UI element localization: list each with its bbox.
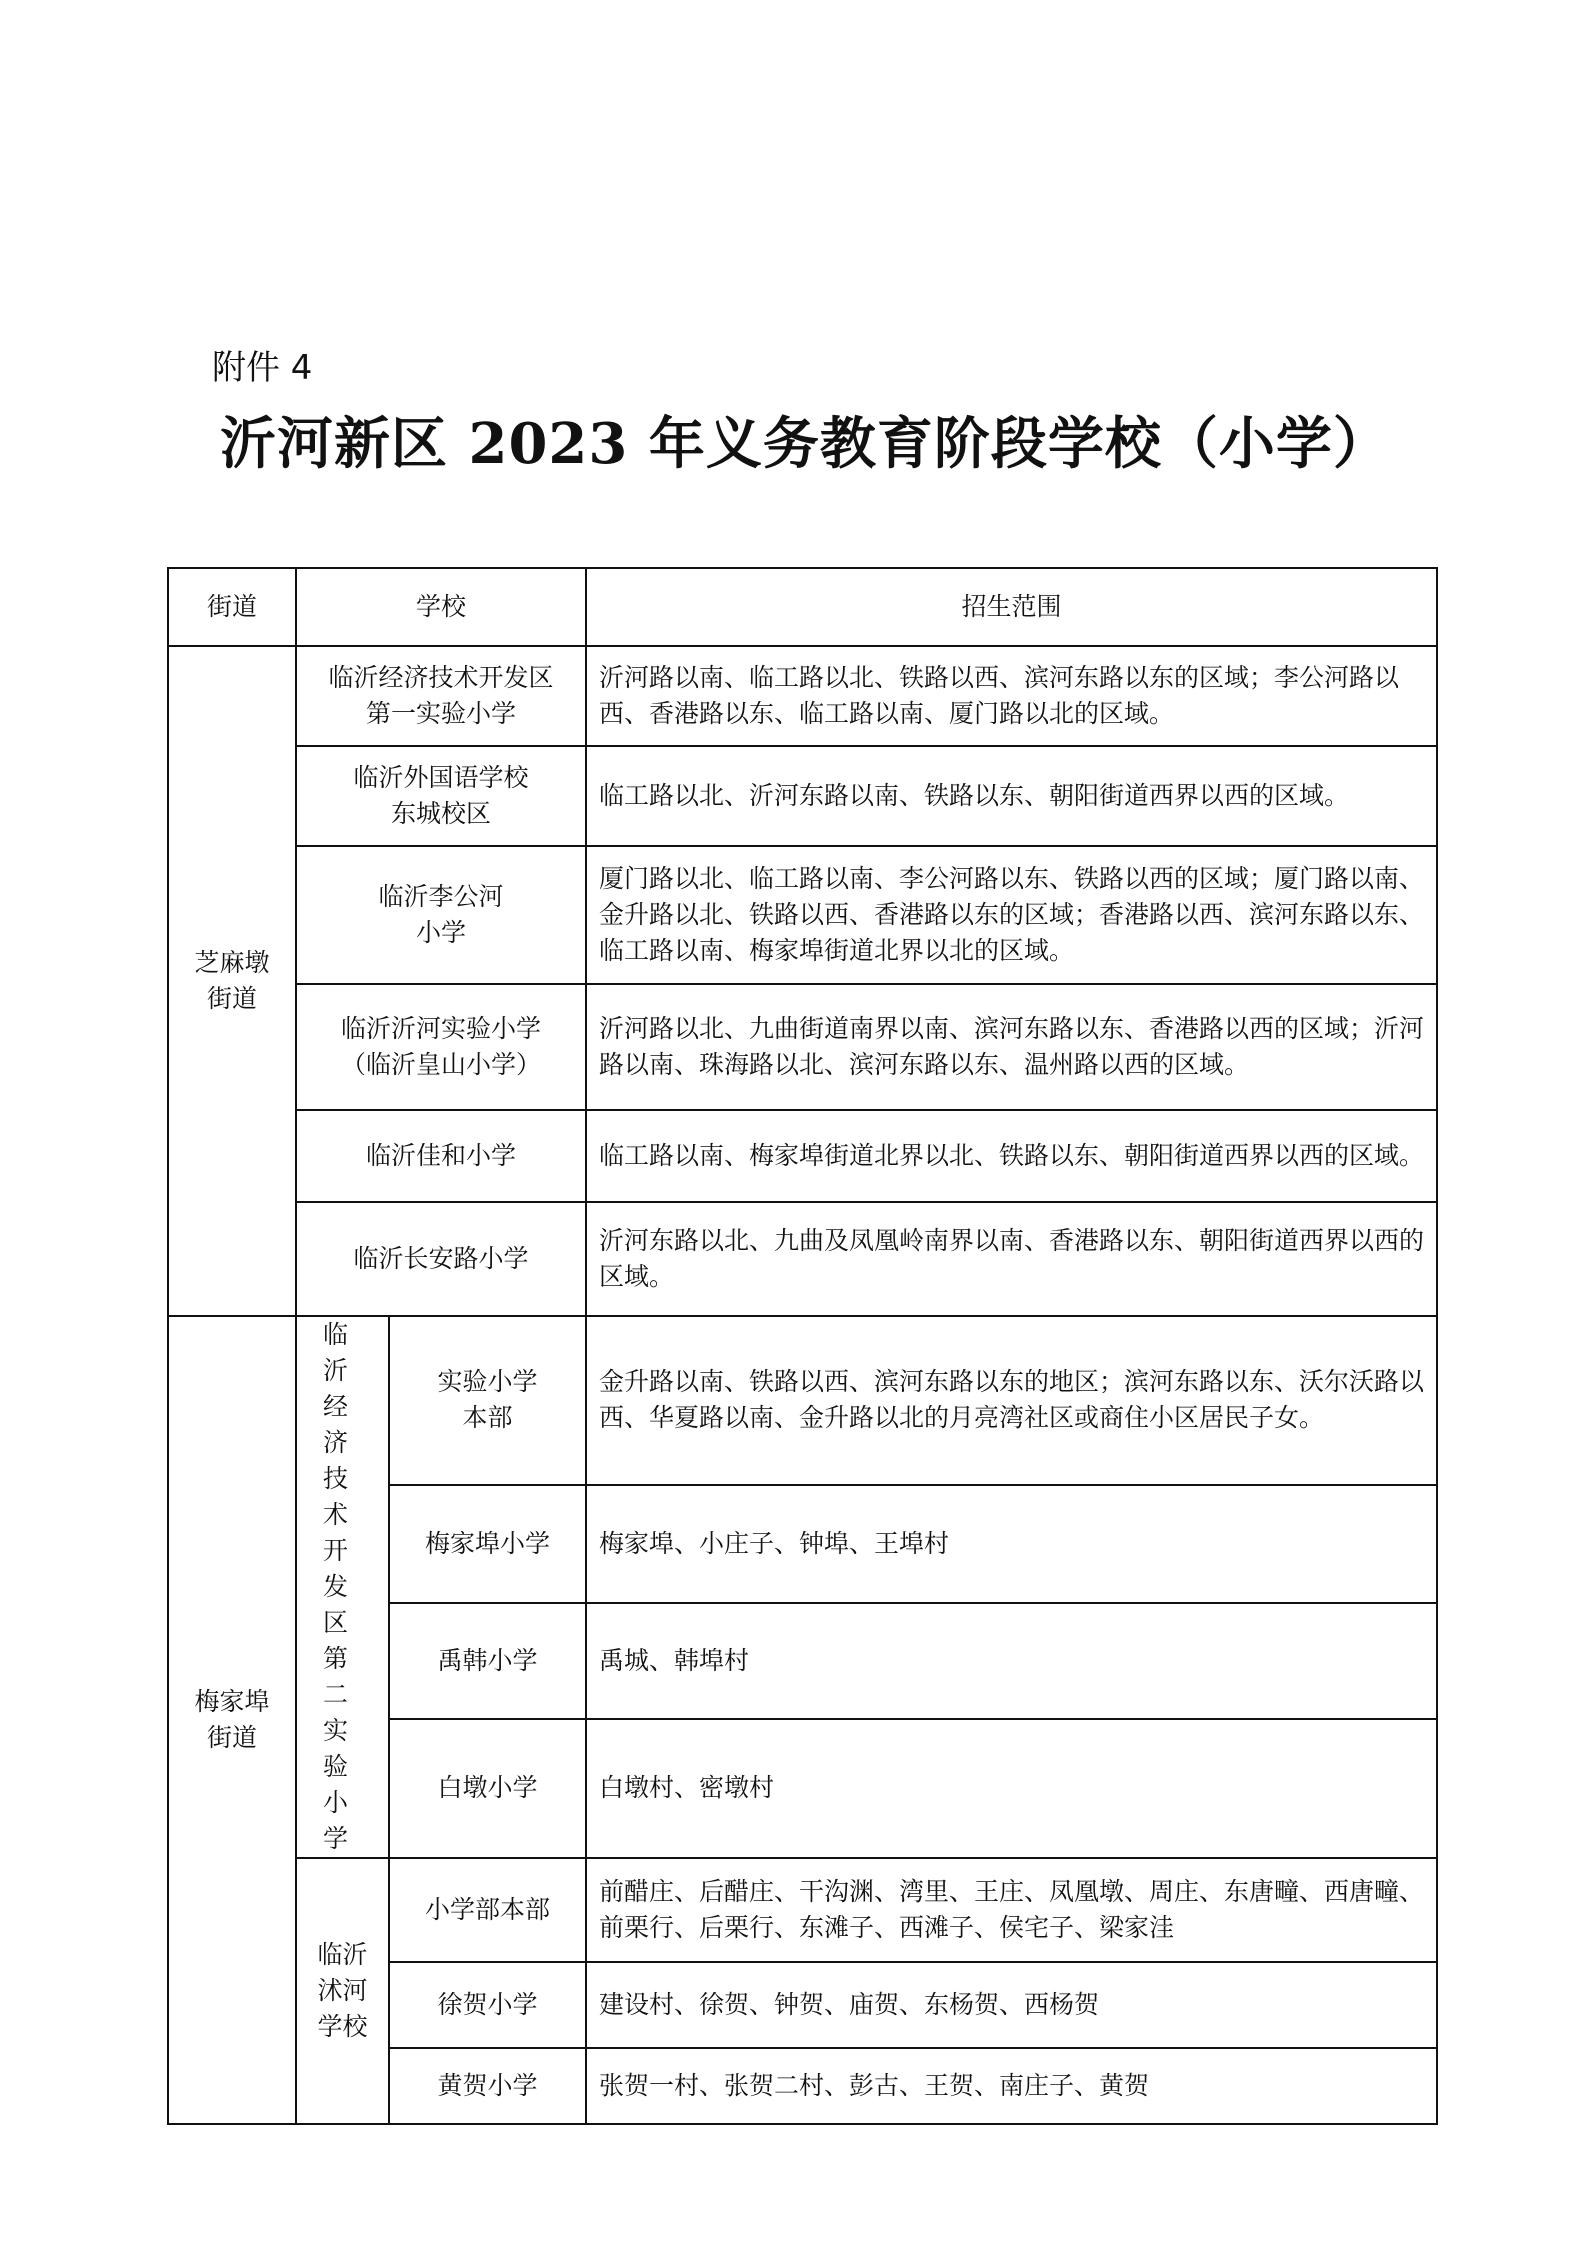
school-cell: 临沂佳和小学 xyxy=(296,1110,586,1202)
campus-cell: 黄贺小学 xyxy=(389,2048,586,2124)
header-row xyxy=(168,568,1437,646)
document-title: 沂河新区 2023 年义务教育阶段学校（小学） xyxy=(220,411,1390,477)
school-group-line: 临沂 xyxy=(317,1940,368,1969)
campus-cell: 梅家埠小学 xyxy=(389,1485,586,1603)
table-row xyxy=(168,846,1437,984)
range-cell: 厦门路以北、临工路以南、李公河路以东、铁路以西的区域；厦门路以南、金升路以北、铁路以西、香港路以东的区域；香港路以西、滨河东路以东、临工路以南、梅家埠街道北界以北的区域。 xyxy=(586,846,1437,984)
school-cell: 临沂沂河实验小学 （临沂皇山小学） xyxy=(296,984,586,1110)
range-cell: 沂河路以北、九曲街道南界以南、滨河东路以东、香港路以西的区域；沂河路以南、珠海路以北、滨河东路以东、温州路以西的区域。 xyxy=(586,984,1437,1110)
school-group-line: 沭河 xyxy=(317,1976,368,2005)
school-cell: 临沂经济技术开发区 第一实验小学 xyxy=(296,646,586,746)
range-cell: 张贺一村、张贺二村、彭古、王贺、南庄子、黄贺 xyxy=(586,2048,1437,2124)
street-cell: 芝麻墩 街道 xyxy=(168,646,296,1316)
range-cell: 临工路以北、沂河东路以南、铁路以东、朝阳街道西界以西的区域。 xyxy=(586,746,1437,846)
school-group-line: 技 术 xyxy=(322,1464,362,1529)
school-cell: 临沂李公河 小学 xyxy=(296,846,586,984)
table-row xyxy=(168,646,1437,746)
range-cell: 临工路以南、梅家埠街道北界以北、铁路以东、朝阳街道西界以西的区域。 xyxy=(586,1110,1437,1202)
school-group-line: 学 xyxy=(322,1824,362,1853)
street-cell: 梅家埠 街道 xyxy=(168,1316,296,2124)
campus-cell: 实验小学 本部 xyxy=(389,1316,586,1485)
range-cell: 金升路以南、铁路以西、滨河东路以东的地区；滨河东路以东、沃尔沃路以西、华夏路以南、金升路以北的月亮湾社区或商住小区居民子女。 xyxy=(586,1316,1437,1485)
range-cell: 禹城、韩埠村 xyxy=(586,1603,1437,1719)
school-group-line: 验 小 xyxy=(322,1752,362,1817)
header-school: 学校 xyxy=(296,568,586,646)
table-row xyxy=(168,984,1437,1110)
school-group-line: 区 第 xyxy=(322,1608,362,1673)
campus-cell: 徐贺小学 xyxy=(389,1962,586,2048)
campus-cell: 小学部本部 xyxy=(389,1858,586,1962)
header-street: 街道 xyxy=(168,568,296,646)
range-cell: 梅家埠、小庄子、钟埠、王埠村 xyxy=(586,1485,1437,1603)
campus-cell: 白墩小学 xyxy=(389,1719,586,1858)
table-row xyxy=(168,746,1437,846)
school-group-line: 二 实 xyxy=(322,1680,362,1745)
range-cell: 建设村、徐贺、钟贺、庙贺、东杨贺、西杨贺 xyxy=(586,1962,1437,2048)
school-group-cell xyxy=(296,1858,389,2124)
table-row xyxy=(168,1316,1437,1485)
table-row xyxy=(168,1858,1437,1962)
school-group-line: 开 发 xyxy=(322,1536,362,1601)
range-cell: 沂河路以南、临工路以北、铁路以西、滨河东路以东的区域；李公河路以西、香港路以东、临工路以南、厦门路以北的区域。 xyxy=(586,646,1437,746)
school-cell: 临沂外国语学校 东城校区 xyxy=(296,746,586,846)
enrollment-table xyxy=(167,567,1438,2125)
range-cell: 前醋庄、后醋庄、干沟渊、湾里、王庄、凤凰墩、周庄、东唐疃、西唐疃、前栗行、后栗行、东滩子、西滩子、侯宅子、梁家洼 xyxy=(586,1858,1437,1962)
table-row xyxy=(168,1110,1437,1202)
school-group-cell xyxy=(296,1316,389,1858)
school-group-line: 学校 xyxy=(317,2012,368,2041)
range-cell: 白墩村、密墩村 xyxy=(586,1719,1437,1858)
table-row xyxy=(168,1202,1437,1316)
school-cell: 临沂长安路小学 xyxy=(296,1202,586,1316)
range-cell: 沂河东路以北、九曲及凤凰岭南界以南、香港路以东、朝阳街道西界以西的区域。 xyxy=(586,1202,1437,1316)
school-group-line: 经 济 xyxy=(322,1392,362,1457)
school-group-line: 临 沂 xyxy=(322,1320,362,1385)
attachment-label: 附件 4 xyxy=(212,348,313,388)
header-range: 招生范围 xyxy=(586,568,1437,646)
campus-cell: 禹韩小学 xyxy=(389,1603,586,1719)
